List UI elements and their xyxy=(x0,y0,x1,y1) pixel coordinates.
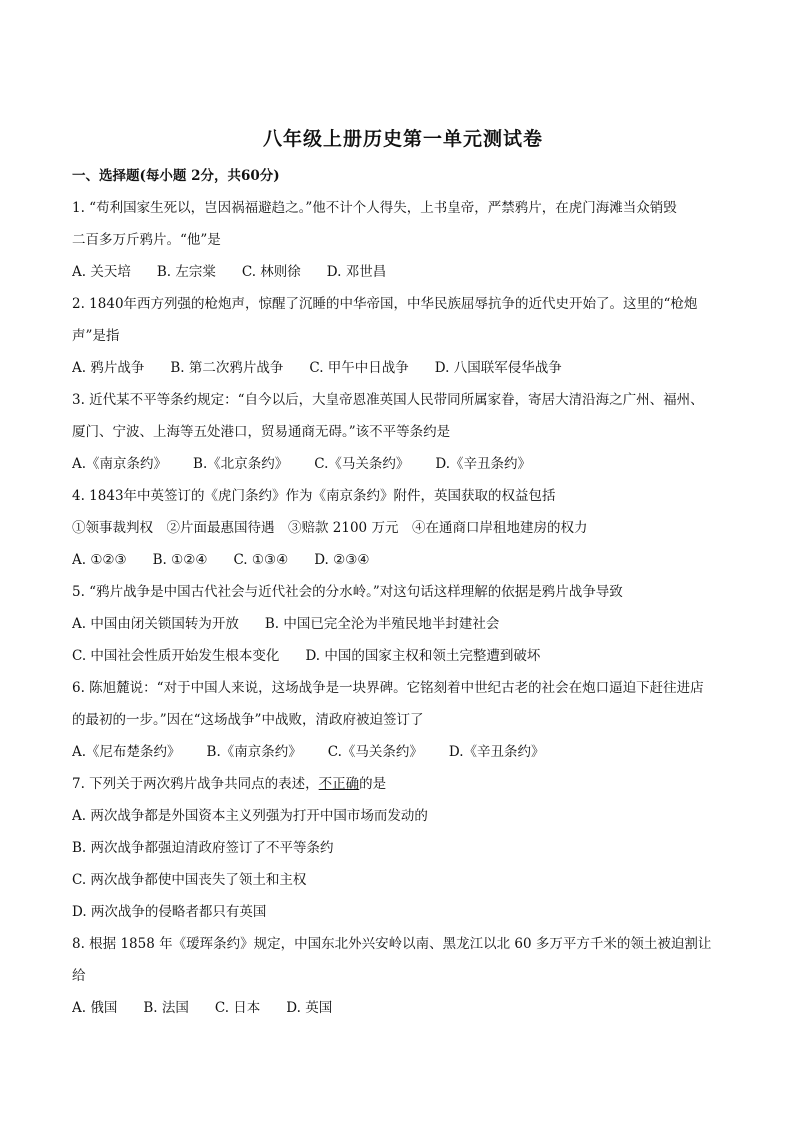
question-5-line-1: 5. “鸦片战争是中国古代社会与近代社会的分水岭。”对这句话这样理解的依据是鸦片战争导致 xyxy=(72,584,623,600)
question-2-line-2: 声”是指 xyxy=(72,328,120,344)
question-7-option-b: B. 两次战争都强迫清政府签订了不平等条约 xyxy=(72,840,334,856)
option-a: A. 俄国 xyxy=(72,1000,118,1016)
page-title: 八年级上册历史第一单元测试卷 xyxy=(262,128,543,150)
option-b: B.《南京条约》 xyxy=(206,744,302,760)
question-2-line-1: 2. 1840年西方列强的枪炮声，惊醒了沉睡的中华帝国，中华民族屈辱抗争的近代史开始了。这里的“枪炮 xyxy=(72,296,698,312)
question-6-line-2: 的最初的一步。”因在“这场战争”中战败，清政府被迫签订了 xyxy=(72,712,424,728)
question-5-options-row-1 xyxy=(72,613,734,635)
option-d: D.《辛丑条约》 xyxy=(435,456,532,472)
question-8-line-2: 给 xyxy=(72,968,86,984)
question-7-option-a: A. 两次战争都是外国资本主义列强为打开中国市场而发动的 xyxy=(72,808,428,824)
option-a: A.《南京条约》 xyxy=(72,456,168,472)
question-4-options xyxy=(72,549,734,571)
option-a: A. 鸦片战争 xyxy=(72,360,145,376)
option-b: B. ①②④ xyxy=(152,552,208,568)
option-a: A. 中国由闭关锁国转为开放 xyxy=(72,616,239,632)
option-a: A. ①②③ xyxy=(72,552,127,568)
section-heading: 一、选择题(每小题 2分，共60分) xyxy=(72,168,280,184)
question-8-line-1: 8. 根据 1858 年《瑷珲条约》规定，中国东北外兴安岭以南、黑龙江以北 60 多万平方千米的领土被迫割让 xyxy=(72,936,712,952)
option-c: C. 甲午中日战争 xyxy=(309,360,409,376)
option-d: D. 中国的国家主权和领土完整遭到破坏 xyxy=(305,648,541,664)
question-1-line-2: 二百多万斤鸦片。“他”是 xyxy=(72,232,221,248)
option-c: C. ①③④ xyxy=(233,552,289,568)
question-1-options xyxy=(72,261,734,283)
question-4-line-1: 4. 1843年中英签订的《虎门条约》作为《南京条约》附件，英国获取的权益包括 xyxy=(72,488,556,504)
question-2-options xyxy=(72,357,734,379)
question-7-stem-prefix: 7. 下列关于两次鸦片战争共同点的表述， xyxy=(72,776,319,792)
option-d: D. 八国联军侵华战争 xyxy=(434,360,562,376)
question-3-options xyxy=(72,453,734,475)
question-3-line-2: 厦门、宁波、上海等五处港口，贸易通商无碍。”该不平等条约是 xyxy=(72,424,451,440)
question-5-options-row-2 xyxy=(72,645,734,667)
option-d: D. ②③④ xyxy=(314,552,370,568)
option-c: C. 林则徐 xyxy=(241,264,301,280)
question-1-line-1: 1. “苟利国家生死以，岂因祸福避趋之。”他不计个人得失，上书皇帝，严禁鸦片，在虎门海滩当众销毁 xyxy=(72,200,677,216)
question-3-line-1: 3. 近代某不平等条约规定：“自今以后，大皇帝恩准英国人民带同所属家眷，寄居大清沿海之广州、福州、 xyxy=(72,392,704,408)
question-7-stem-underlined: 不正确 xyxy=(318,776,360,792)
option-b: B. 第二次鸦片战争 xyxy=(170,360,284,376)
option-c: C. 日本 xyxy=(214,1000,261,1016)
question-8-options xyxy=(72,997,734,1019)
question-7-option-c: C. 两次战争都使中国丧失了领土和主权 xyxy=(72,872,307,888)
question-7-option-d: D. 两次战争的侵略者都只有英国 xyxy=(72,904,267,920)
option-b: B. 左宗棠 xyxy=(156,264,216,280)
option-a: A.《尼布楚条约》 xyxy=(72,744,181,760)
option-a: A. 关天培 xyxy=(72,264,131,280)
option-d: D.《辛丑条约》 xyxy=(448,744,545,760)
question-4-line-2: ①领事裁判权 ②片面最惠国待遇 ③赔款 2100 万元 ④在通商口岸租地建房的权力 xyxy=(72,520,588,536)
option-b: B. 中国已完全沦为半殖民地半封建社会 xyxy=(264,616,500,632)
option-b: B.《北京条约》 xyxy=(193,456,289,472)
question-6-options xyxy=(72,741,734,763)
option-b: B. 法国 xyxy=(143,1000,189,1016)
question-7-stem xyxy=(72,773,734,795)
option-c: C.《马关条约》 xyxy=(314,456,410,472)
question-7-stem-suffix: 的是 xyxy=(359,776,387,792)
option-c: C.《马关条约》 xyxy=(327,744,423,760)
question-6-line-1: 6. 陈旭麓说：“对于中国人来说，这场战争是一块界碑。它铭刻着中世纪古老的社会在炮口逼迫下赶往进店 xyxy=(72,680,704,696)
option-c: C. 中国社会性质开始发生根本变化 xyxy=(72,648,280,664)
option-d: D. 邓世昌 xyxy=(326,264,387,280)
option-d: D. 英国 xyxy=(286,1000,333,1016)
